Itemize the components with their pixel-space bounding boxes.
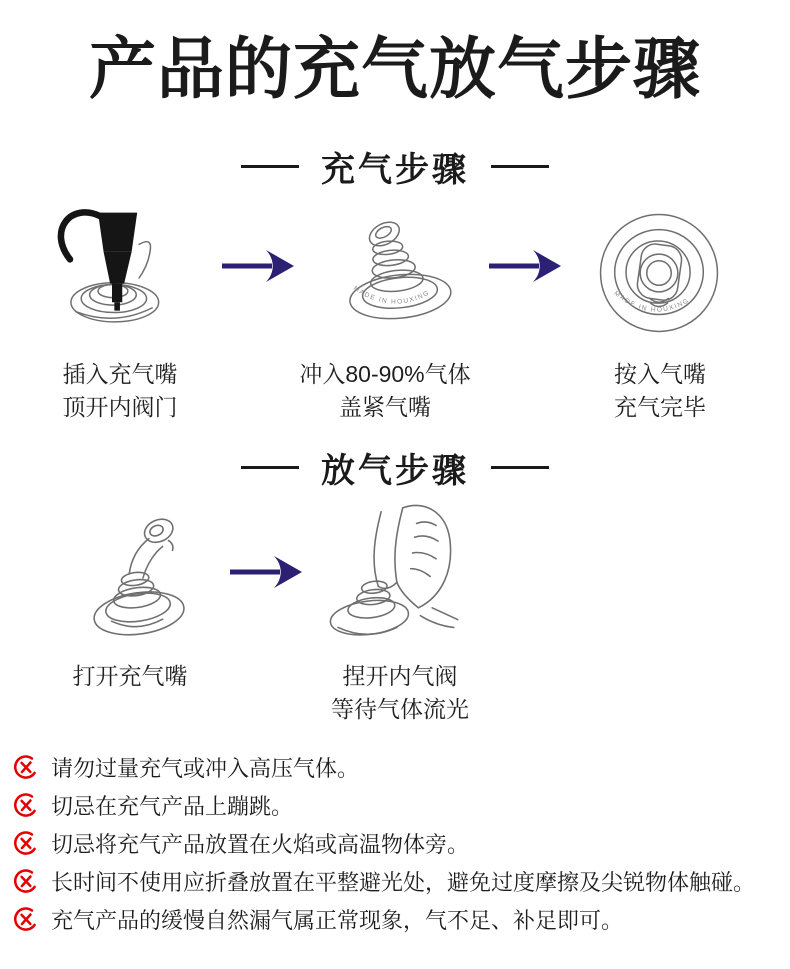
caption-line: 捏开内气阀: [342, 663, 458, 689]
warning-row: [12, 824, 786, 862]
prohibited-circle-x-icon: [12, 753, 40, 781]
warning-row: [12, 786, 786, 824]
inflate-step-3-caption: [555, 358, 765, 424]
warning-text: 长时间不使用应折叠放置在平整避光处，避免过度摩擦及尖锐物体触碰。: [51, 869, 756, 895]
hand-pinching-valve-sketch: [322, 498, 460, 650]
warning-row: [12, 900, 786, 938]
caption-line: 插入充气嘴: [62, 361, 178, 387]
page-title: 产品的充气放气步骤: [89, 32, 701, 107]
prohibited-circle-x-icon: [12, 905, 40, 933]
heading-rule-right: [491, 466, 549, 469]
deflate-step-1-caption: [25, 660, 235, 693]
heading-rule-left: [241, 165, 299, 168]
deflate-step-2-caption: [285, 660, 515, 726]
arrow-right-icon: [487, 247, 563, 285]
inflate-section-heading: [0, 142, 790, 191]
warning-text: 充气产品的缓慢自然漏气属正常现象，气不足、补足即可。: [51, 907, 624, 933]
arrow-right-icon: [228, 553, 304, 591]
heading-rule-right: [491, 165, 549, 168]
deflate-section-heading: [0, 443, 790, 492]
deflate-heading-text: 放气步骤: [321, 452, 469, 490]
warning-text: 切忌将充气产品放置在火焰或高温物体旁。: [51, 831, 470, 857]
valve-cap-open-sketch: [82, 503, 200, 646]
heading-rule-left: [241, 466, 299, 469]
valve-watermark-text: MADE IN HOUXING: [612, 289, 691, 314]
warning-row: [12, 862, 786, 900]
prohibited-circle-x-icon: [12, 829, 40, 857]
caption-line: 按入气嘴: [614, 361, 706, 387]
inflate-step-1-caption: [15, 358, 225, 424]
caption-line: 打开充气嘴: [72, 663, 188, 689]
caption-line: 充气完毕: [614, 394, 706, 420]
warning-text: 切忌在充气产品上蹦跳。: [51, 793, 294, 819]
inflate-heading-text: 充气步骤: [321, 151, 469, 189]
caption-line: 盖紧气嘴: [339, 394, 431, 420]
prohibited-circle-x-icon: [12, 867, 40, 895]
caption-line: 等待气体流光: [331, 696, 469, 722]
prohibited-circle-x-icon: [12, 791, 40, 819]
caption-line: 冲入80-90%气体: [299, 361, 471, 387]
inflate-step-2-caption: [265, 358, 505, 424]
arrow-right-icon: [220, 247, 296, 285]
svg-text:MADE IN HOUXING: [352, 285, 431, 306]
caption-line: 顶开内阀门: [62, 394, 178, 420]
warning-list: [12, 748, 786, 938]
warning-row: [12, 748, 786, 786]
pump-inserted-into-valve-sketch: [42, 203, 182, 339]
valve-watermark-text: MADE IN HOUXING: [351, 284, 432, 306]
warning-text: 请勿过量充气或冲入高压气体。: [51, 755, 360, 781]
valve-side-view-sketch: [338, 208, 460, 326]
valve-top-view-sketch: [593, 207, 725, 339]
